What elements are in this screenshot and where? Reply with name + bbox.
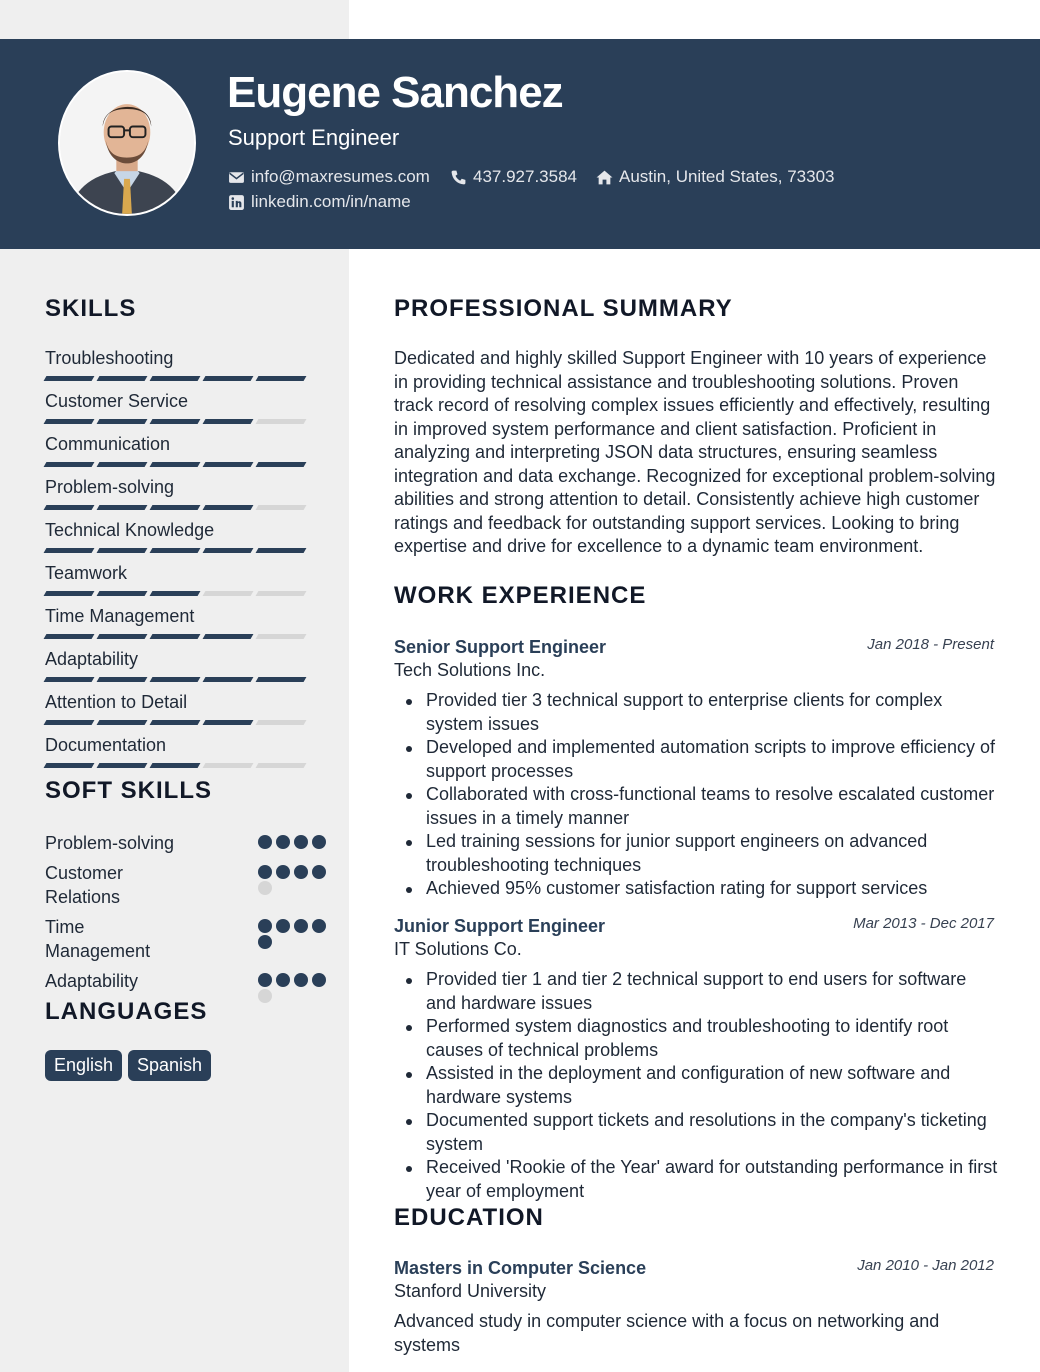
rating-segment [150, 548, 201, 553]
skill-label: Teamwork [45, 563, 128, 583]
rating-segment [203, 763, 254, 768]
school-name: Stanford University [394, 1281, 547, 1301]
rating-segment [97, 548, 148, 553]
job-dates: Mar 2013 - Dec 2017 [853, 915, 994, 932]
linkedin-icon [228, 194, 245, 211]
rating-dot [258, 919, 272, 933]
soft-skill-rating [258, 865, 333, 895]
skill-rating-bar [45, 548, 305, 553]
rating-segment [150, 505, 201, 510]
email-text: info@maxresumes.com [251, 167, 430, 186]
skill-rating-bar [45, 505, 305, 510]
rating-segment [256, 763, 307, 768]
skill-item [45, 649, 305, 682]
rating-segment [150, 677, 201, 682]
soft-skill-rating [258, 973, 333, 1003]
soft-skill-rating [258, 919, 333, 949]
bullet-item: Provided tier 1 and tier 2 technical support to end users for software and hardware issues [426, 968, 1001, 1015]
rating-dot [312, 973, 326, 987]
contact-email[interactable] [228, 167, 430, 187]
rating-segment [256, 720, 307, 725]
rating-segment [44, 462, 95, 467]
skill-rating-bar [45, 634, 305, 639]
rating-dot [258, 989, 272, 1003]
skill-item [45, 391, 305, 424]
language-badge: English [45, 1050, 122, 1081]
rating-segment [150, 591, 201, 596]
skill-label: Troubleshooting [45, 348, 174, 368]
skill-rating-bar [45, 720, 305, 725]
skill-item [45, 348, 305, 381]
rating-segment [256, 419, 307, 424]
soft-skill-label: Customer Relations [45, 863, 124, 907]
skill-label: Attention to Detail [45, 692, 188, 712]
rating-segment [203, 634, 254, 639]
job-bullets [426, 689, 1001, 901]
candidate-name: Eugene Sanchez [227, 68, 563, 117]
rating-segment [256, 634, 307, 639]
rating-dot [258, 935, 272, 949]
skill-label: Technical Knowledge [45, 520, 215, 540]
location-text: Austin, United States, 73303 [619, 167, 835, 186]
profile-photo [58, 70, 196, 216]
rating-dot [312, 919, 326, 933]
rating-segment [44, 720, 95, 725]
job-bullets [426, 968, 1001, 1203]
contact-location [596, 167, 834, 187]
rating-segment [256, 505, 307, 510]
rating-segment [97, 505, 148, 510]
experience-heading: WORK EXPERIENCE [394, 582, 647, 609]
rating-segment [150, 376, 201, 381]
degree-title: Masters in Computer Science [394, 1258, 647, 1278]
rating-dot [276, 973, 290, 987]
rating-dot [294, 919, 308, 933]
skills-heading: SKILLS [45, 295, 137, 322]
skill-rating-bar [45, 419, 305, 424]
rating-dot [276, 835, 290, 849]
summary-heading: PROFESSIONAL SUMMARY [394, 295, 733, 322]
summary-text: Dedicated and highly skilled Support Engineer with 10 years of experience in providing technical assistance and troubleshooting solutions. Proven track record of resolving complex issues efficiently and effectively, resulting in improved system performance and client satisfaction. Proficient in analyzing and interpreting JSON data structures, ensuring seamless integration and data exchange. Recognized for exceptional problem-solving abilities and strong attention to detail. Consistently achieve high customer ratings and feedback for outstanding support services. Looking to bring expertise and drive for excellence to a dynamic team environment. [394, 348, 996, 556]
job-dates: Jan 2018 - Present [867, 636, 994, 653]
rating-segment [44, 376, 95, 381]
rating-segment [256, 376, 307, 381]
rating-segment [44, 419, 95, 424]
rating-segment [44, 677, 95, 682]
rating-segment [97, 634, 148, 639]
rating-dot [276, 865, 290, 879]
contact-linkedin[interactable] [228, 192, 411, 212]
rating-segment [150, 634, 201, 639]
job-company: Tech Solutions Inc. [394, 660, 546, 680]
rating-segment [44, 763, 95, 768]
skill-item [45, 477, 305, 510]
rating-segment [44, 591, 95, 596]
job-company: IT Solutions Co. [394, 939, 522, 959]
skill-label: Documentation [45, 735, 167, 755]
rating-dot [294, 835, 308, 849]
contact-phone[interactable] [450, 167, 577, 187]
rating-segment [44, 505, 95, 510]
rating-segment [256, 591, 307, 596]
rating-dot [294, 973, 308, 987]
rating-segment [97, 591, 148, 596]
home-icon [596, 169, 613, 186]
skill-label: Customer Service [45, 391, 189, 411]
rating-segment [97, 720, 148, 725]
skill-item [45, 692, 305, 725]
rating-segment [150, 419, 201, 424]
bullet-item: Performed system diagnostics and troubleshooting to identify root causes of technical problems [426, 1015, 1001, 1062]
bullet-item: Documented support tickets and resolutions in the company's ticketing system [426, 1109, 1001, 1156]
bullet-item: Provided tier 3 technical support to enterprise clients for complex system issues [426, 689, 1001, 736]
skill-label: Adaptability [45, 649, 139, 669]
rating-segment [150, 763, 201, 768]
envelope-icon [228, 169, 245, 186]
bullet-item: Developed and implemented automation scripts to improve efficiency of support processes [426, 736, 1001, 783]
rating-segment [203, 591, 254, 596]
rating-segment [203, 677, 254, 682]
rating-segment [97, 763, 148, 768]
skill-item [45, 434, 305, 467]
rating-dot [294, 865, 308, 879]
languages-heading: LANGUAGES [45, 998, 208, 1025]
rating-segment [203, 376, 254, 381]
bullet-item: Led training sessions for junior support engineers on advanced troubleshooting techniques [426, 830, 1001, 877]
candidate-title: Support Engineer [228, 125, 400, 150]
phone-text: 437.927.3584 [473, 167, 577, 186]
rating-segment [97, 677, 148, 682]
rating-dot [258, 881, 272, 895]
rating-segment [256, 548, 307, 553]
soft-skill-label: Adaptability [45, 971, 139, 991]
rating-segment [203, 548, 254, 553]
skill-item [45, 563, 305, 596]
education-description: Advanced study in computer science with a focus on networking and systems [394, 1311, 940, 1355]
linkedin-text: linkedin.com/in/name [251, 192, 411, 211]
skill-rating-bar [45, 677, 305, 682]
rating-segment [203, 419, 254, 424]
rating-segment [97, 462, 148, 467]
skill-rating-bar [45, 376, 305, 381]
rating-segment [256, 677, 307, 682]
rating-segment [203, 505, 254, 510]
rating-dot [276, 919, 290, 933]
skill-rating-bar [45, 763, 305, 768]
bullet-item: Achieved 95% customer satisfaction rating for support services [426, 877, 1001, 901]
rating-dot [258, 865, 272, 879]
bullet-item: Assisted in the deployment and configuration of new software and hardware systems [426, 1062, 1001, 1109]
skill-item [45, 606, 305, 639]
rating-dot [312, 835, 326, 849]
soft-skill-label: Problem-solving [45, 833, 175, 853]
rating-segment [97, 419, 148, 424]
rating-segment [203, 462, 254, 467]
soft-skill-label: Time Management [45, 917, 151, 961]
job-title: Senior Support Engineer [394, 637, 607, 657]
rating-segment [44, 548, 95, 553]
skill-item [45, 520, 305, 553]
education-dates: Jan 2010 - Jan 2012 [857, 1257, 994, 1274]
skill-rating-bar [45, 462, 305, 467]
bullet-item: Received 'Rookie of the Year' award for outstanding performance in first year of employment [426, 1156, 1001, 1203]
rating-segment [150, 720, 201, 725]
rating-dot [258, 973, 272, 987]
soft-skill-rating [258, 835, 333, 849]
skill-label: Communication [45, 434, 171, 454]
rating-segment [97, 376, 148, 381]
rating-segment [44, 634, 95, 639]
bullet-item: Collaborated with cross-functional teams to resolve escalated customer issues in a timely manner [426, 783, 1001, 830]
job-title: Junior Support Engineer [394, 916, 606, 936]
rating-dot [312, 865, 326, 879]
education-heading: EDUCATION [394, 1204, 544, 1231]
phone-icon [450, 169, 467, 186]
language-badge: Spanish [128, 1050, 211, 1081]
skill-item [45, 735, 305, 768]
soft-skills-heading: SOFT SKILLS [45, 777, 212, 804]
rating-segment [203, 720, 254, 725]
skill-label: Time Management [45, 606, 195, 626]
skill-rating-bar [45, 591, 305, 596]
rating-dot [258, 835, 272, 849]
skill-label: Problem-solving [45, 477, 175, 497]
rating-segment [150, 462, 201, 467]
rating-segment [256, 462, 307, 467]
